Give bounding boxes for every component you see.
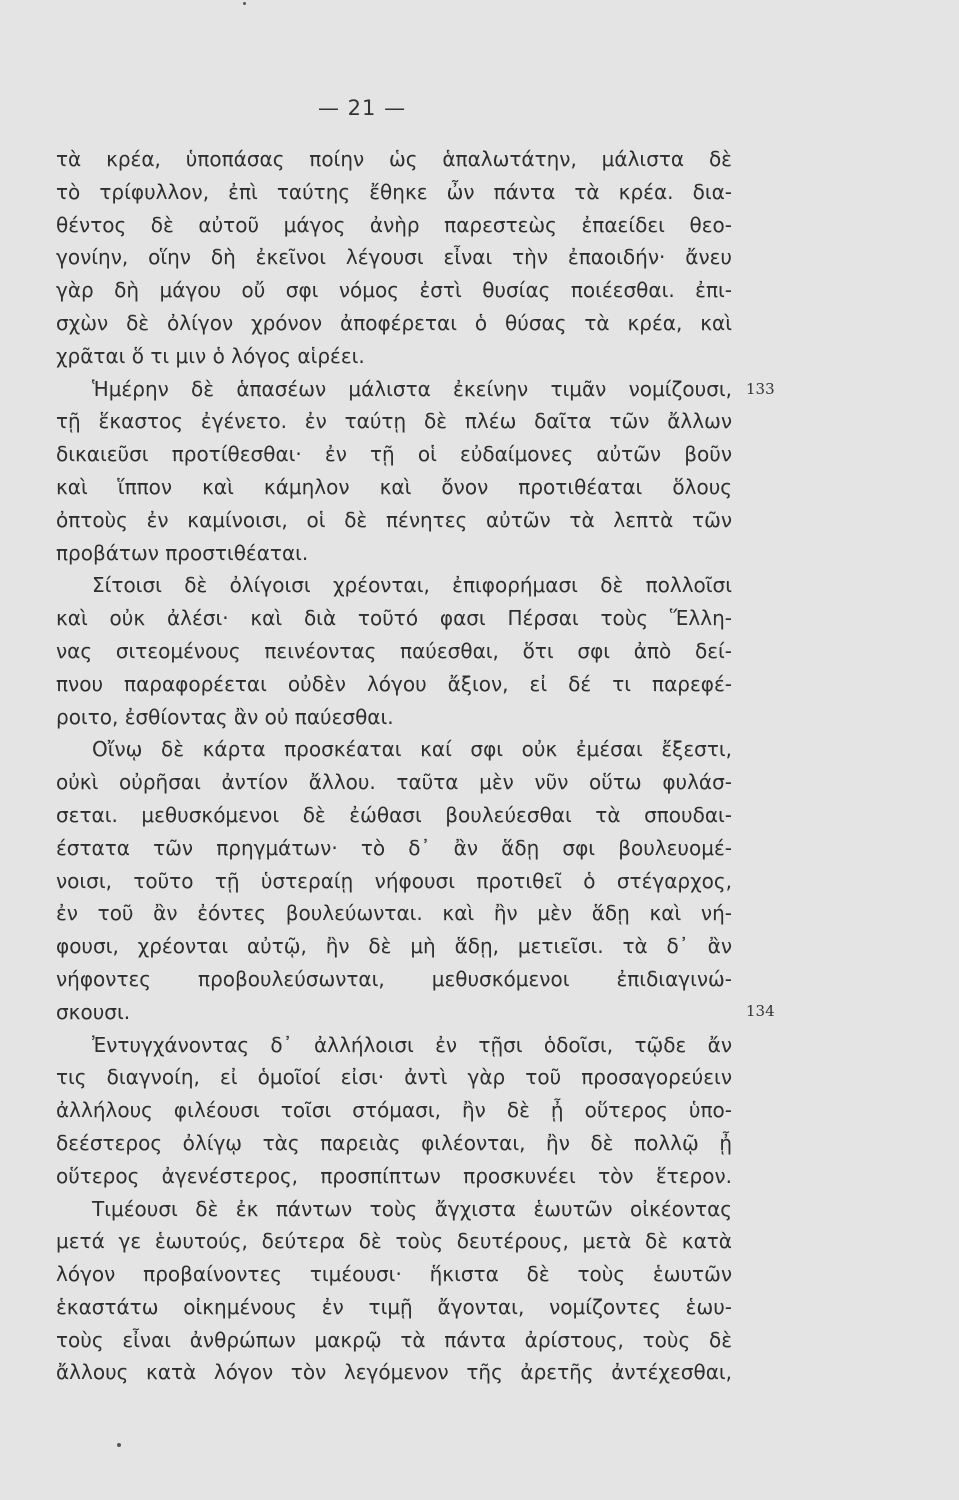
text-line: τῇ ἕκαστος ἐγένετο. ἐν ταύτῃ δὲ πλέω δαῖτα τῶν ἄλλων xyxy=(56,409,732,434)
text-line: ἑκαστάτω οἰκημένους ἐν τιμῇ ἄγονται, νομίζοντες ἑωυ- xyxy=(56,1294,732,1319)
text-line: μετά γε ἑωυτούς, δεύτερα δὲ τοὺς δευτέρους, μετὰ δὲ κατὰ xyxy=(56,1229,732,1254)
text-line: δικαιεῦσι προτίθεσθαι· ἐν τῇ οἱ εὐδαίμονες αὐτῶν βοῦν xyxy=(56,442,732,467)
text-line: καὶ οὐκ ἀλέσι· καὶ διὰ τοῦτό φασι Πέρσαι τοὺς Ἕλλη- xyxy=(56,606,732,631)
text-line: τοὺς εἶναι ἀνθρώπων μακρῷ τὰ πάντα ἀρίστους, τοὺς δὲ xyxy=(56,1327,732,1352)
text-line: σεται. μεθυσκόμενοι δὲ ἐώθασι βουλεύεσθαι τὰ σπουδαι- xyxy=(56,802,732,827)
text-line: λόγον προβαίνοντες τιμέουσι· ἥκιστα δὲ τοὺς ἑωυτῶν xyxy=(56,1262,732,1287)
text-line: Τιμέουσι δὲ ἐκ πάντων τοὺς ἄγχιστα ἑωυτῶν οἰκέοντας xyxy=(92,1196,732,1221)
text-line: νας σιτεομένους πεινέοντας παύεσθαι, ὅτι σφι ἀπὸ δεί- xyxy=(56,638,732,663)
text-line: νοισι, τοῦτο τῇ ὑστεραίῃ νήφουσι προτιθεῖ ὁ στέγαρχος, xyxy=(56,868,732,893)
text-line: έστατα τῶν πρηγμάτων· τὸ δ᾽ ἂν ἅδῃ σφι βουλευομέ- xyxy=(56,835,732,860)
text-line: γονίην, οἵην δὴ ἐκεῖνοι λέγουσι εἶναι τὴν ἐπαοιδήν· ἄνευ xyxy=(56,245,732,270)
print-speck xyxy=(243,2,246,5)
body-text xyxy=(56,143,732,1389)
text-line: Ἡμέρην δὲ ἁπασέων μάλιστα ἐκείνην τιμᾶν νομίζουσι, xyxy=(92,376,732,401)
page-number: — 21 — xyxy=(318,96,407,120)
text-line: ἀλλήλους φιλέουσι τοῖσι στόμασι, ἢν δὲ ᾖ οὕτερος ὑπο- xyxy=(56,1098,732,1123)
text-line: σκουσι. xyxy=(56,999,131,1024)
text-line: καὶ ἵππον καὶ κάμηλον καὶ ὄνον προτιθέαται ὅλους xyxy=(56,474,732,499)
text-line: νήφοντες προβουλεύσωνται, μεθυσκόμενοι ἐπιδιαγινώ- xyxy=(56,966,732,991)
text-line: θέντος δὲ αὐτοῦ μάγος ἀνὴρ παρεστεὼς ἐπαείδει θεο- xyxy=(56,212,732,237)
text-line: Ἐντυγχάνοντας δ᾽ ἀλλήλοισι ἐν τῇσι ὁδοῖσι, τῷδε ἄν xyxy=(92,1032,732,1057)
text-line: σχὼν δὲ ὀλίγον χρόνον ἀποφέρεται ὁ θύσας τὰ κρέα, καὶ xyxy=(56,310,732,335)
text-line: ἄλλους κατὰ λόγον τὸν λεγόμενον τῆς ἀρετῆς ἀντέχεσθαι, xyxy=(56,1360,732,1385)
text-line: οὐκὶ οὐρῆσαι ἀντίον ἄλλου. ταῦτα μὲν νῦν οὕτω φυλάσ- xyxy=(56,770,732,795)
text-line: δεέστερος ὀλίγῳ τὰς παρειὰς φιλέονται, ἢν δὲ πολλῷ ᾖ xyxy=(56,1130,732,1155)
text-line: ροιτο, ἐσθίοντας ἂν οὐ παύεσθαι. xyxy=(56,704,394,729)
text-line: προβάτων προστιθέαται. xyxy=(56,540,309,565)
text-line: οὕτερος ἀγενέστερος, προσπίπτων προσκυνέει τὸν ἕτερον. xyxy=(56,1163,732,1188)
text-line: Οἴνῳ δὲ κάρτα προσκέαται καί σφι οὐκ ἐμέσαι ἔξεστι, xyxy=(92,737,732,762)
text-line: ὀπτοὺς ἐν καμίνοισι, οἱ δὲ πένητες αὐτῶν τὰ λεπτὰ τῶν xyxy=(56,507,732,532)
margin-section-number: 133 xyxy=(746,380,775,398)
text-line: τὸ τρίφυλλον, ἐπὶ ταύτης ἔθηκε ὦν πάντα τὰ κρέα. δια- xyxy=(56,179,732,204)
margin-section-number: 134 xyxy=(746,1002,775,1020)
text-line: τὰ κρέα, ὑποπάσας ποίην ὡς ἁπαλωτάτην, μάλιστα δὲ xyxy=(56,147,732,171)
text-line: φουσι, χρέονται αὐτῷ, ἢν δὲ μὴ ἅδῃ, μετιεῖσι. τὰ δ᾽ ἂν xyxy=(56,934,732,959)
text-line: γὰρ δὴ μάγου οὔ σφι νόμος ἐστὶ θυσίας ποιέεσθαι. ἐπι- xyxy=(56,278,732,303)
text-line: ἐν τοῦ ἂν ἐόντες βουλεύωνται. καὶ ἢν μὲν ἅδῃ καὶ νή- xyxy=(56,901,732,926)
text-line: πνου παραφορέεται οὐδὲν λόγου ἄξιον, εἰ δέ τι παρεφέ- xyxy=(56,671,732,696)
text-line: χρᾶται ὅ τι μιν ὁ λόγος αἱρέει. xyxy=(56,343,365,368)
print-speck xyxy=(117,1443,121,1447)
text-line: τις διαγνοίη, εἰ ὁμοῖοί εἰσι· ἀντὶ γὰρ τοῦ προσαγορεύειν xyxy=(56,1065,732,1090)
text-line: Σίτοισι δὲ ὀλίγοισι χρέονται, ἐπιφορήμασι δὲ πολλοῖσι xyxy=(92,573,732,598)
